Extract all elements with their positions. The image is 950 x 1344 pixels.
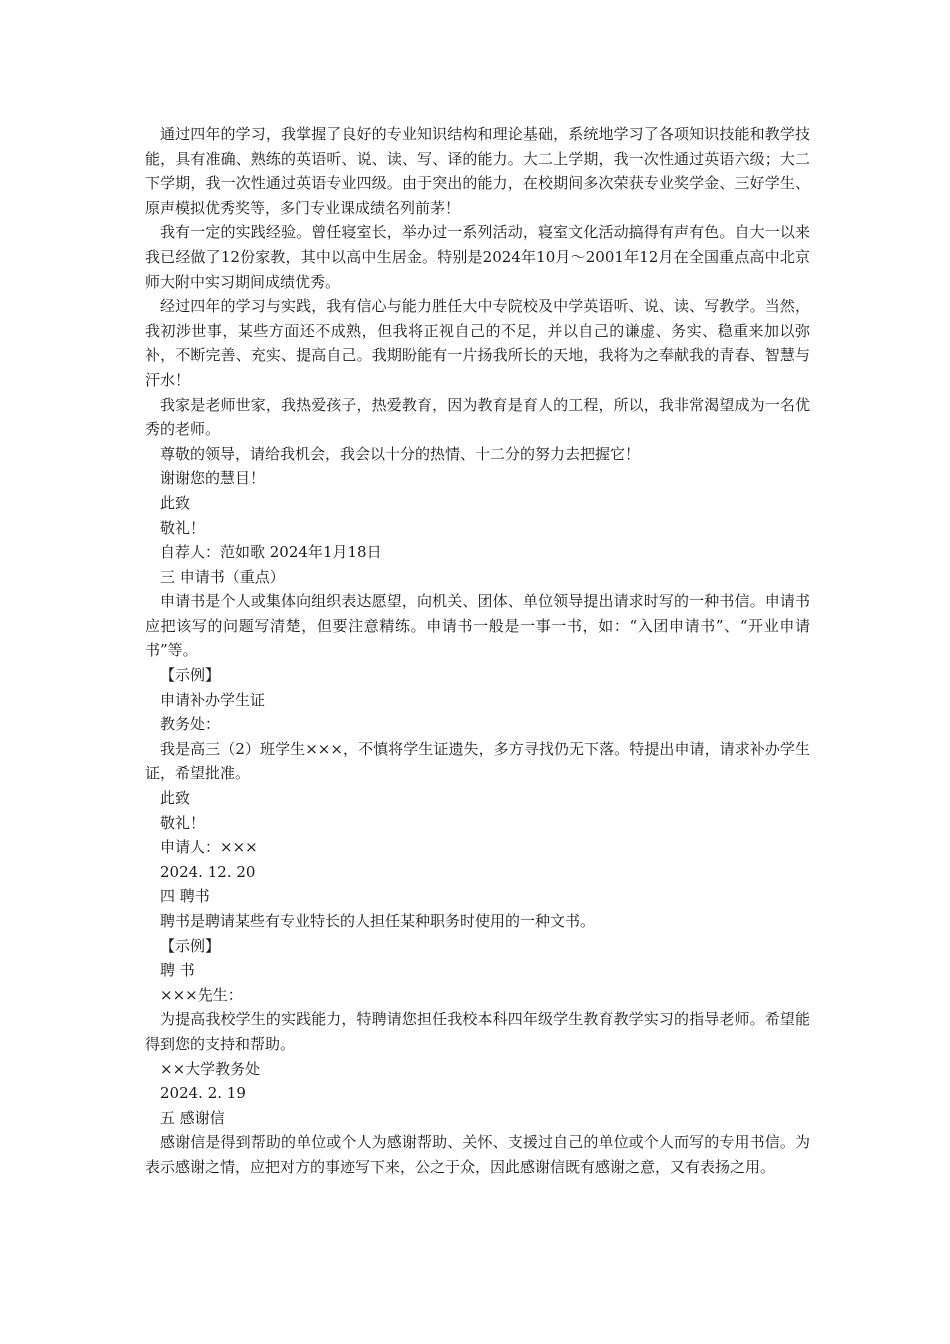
section-heading-application: 三 申请书（重点）	[160, 567, 285, 586]
document-body	[145, 122, 810, 1180]
paragraph-experience: 我有一定的实践经验。曾任寝室长，举办过一系列活动，寝室文化活动搞得有声有色。自大一以来我已经做了12份家教，其中以高中生居金。特别是2024年10月～2001年12月在全国重点高中北京师大附中实习期间成绩优秀。	[145, 223, 810, 291]
salutation-cizhi: 此致	[160, 493, 191, 512]
closing-thanks: 谢谢您的慧目！	[160, 469, 266, 488]
paragraph-application-definition: 申请书是个人或集体向组织表达愿望，向机关、团体、单位领导提出请求时写的一种书信。申请书应把该写的问题写清楚，但要注意精练。申请书一般是一事一书，如：“入团申请书”、“开业申请书”等。	[145, 592, 810, 660]
closing-request: 尊敬的领导，请给我机会，我会以十分的热情、十二分的努力去把握它！	[160, 444, 641, 463]
section-heading-appointment: 四 聘书	[160, 887, 210, 906]
example-title: 聘 书	[160, 961, 195, 980]
issuer-line: ××大学教务处	[160, 1059, 261, 1078]
example-recipient: ×××先生：	[160, 985, 243, 1004]
paragraph-thanks-definition: 感谢信是得到帮助的单位或个人为感谢帮助、关怀、支援过自己的单位或个人而写的专用书信。为表示感谢之情，应把对方的事迹写下来，公之于众，因此感谢信既有感谢之意，又有表扬之用。	[145, 1133, 810, 1176]
example-title: 申请补办学生证	[160, 690, 266, 709]
applicant-line: 申请人：×××	[160, 838, 258, 857]
salutation-jingli: 敬礼！	[160, 813, 206, 832]
salutation-jingli: 敬礼！	[160, 518, 206, 537]
signature-line: 自荐人：范如歌 2024年1月18日	[160, 543, 382, 562]
paragraph-application-body: 我是高三（2）班学生×××，不慎将学生证遗失，多方寻找仍无下落。特提出申请，请求补办学生证，希望批准。	[145, 739, 810, 783]
example-recipient: 教务处：	[160, 715, 221, 734]
section-heading-thanks: 五 感谢信	[160, 1108, 225, 1127]
paragraph-appointment-body: 为提高我校学生的实践能力，特聘请您担任我校本科四年级学生教育教学实习的指导老师。希望能得到您的支持和帮助。	[145, 1010, 810, 1053]
paragraph-study: 通过四年的学习，我掌握了良好的专业知识结构和理论基础，系统地学习了各项知识技能和教学技能，具有准确、熟练的英语听、说、读、写、译的能力。大二上学期，我一次性通过英语六级；大二下学期，我一次性通过英语专业四级。由于突出的能力，在校期间多次荣获专业奖学金、三好学生、原声模拟优秀奖等，多门专业课成绩名列前茅！	[145, 125, 810, 217]
date-line: 2024. 2. 19	[160, 1084, 246, 1103]
salutation-cizhi: 此致	[160, 789, 191, 808]
date-line: 2024. 12. 20	[160, 862, 256, 881]
example-label: 【示例】	[160, 936, 221, 955]
example-label: 【示例】	[160, 666, 221, 685]
appointment-definition: 聘书是聘请某些有专业特长的人担任某种职务时使用的一种文书。	[160, 912, 596, 930]
paragraph-family: 我家是老师世家，我热爱孩子，热爱教育，因为教育是育人的工程，所以，我非常渴望成为一名优秀的老师。	[145, 395, 810, 439]
paragraph-confidence: 经过四年的学习与实践，我有信心与能力胜任大中专院校及中学英语听、说、读、写教学。当然，我初涉世事，某些方面还不成熟，但我将正视自己的不足，并以自己的谦虚、务实、稳重来加以弥补，不断完善、充实、提高自己。我期盼能有一片扬我所长的天地，我将为之奉献我的青春、智慧与汗水！	[145, 297, 810, 389]
